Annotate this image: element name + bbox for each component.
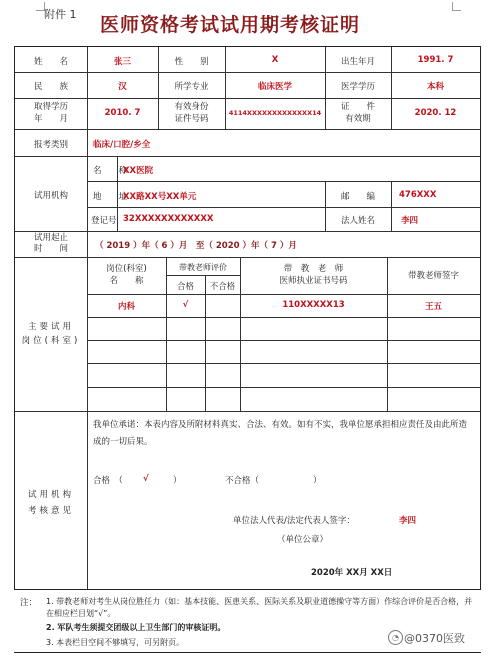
birth-label: 出生年月 xyxy=(340,57,375,67)
col-sign-header: 带教老师签字 xyxy=(407,271,459,281)
degree-value: 本科 xyxy=(426,82,444,92)
row-divider xyxy=(87,317,480,318)
watermark-text: @0370医致 xyxy=(404,632,465,645)
col-pass-header: 合格 xyxy=(176,282,194,292)
note-2: 2. 军队考生须提交团级以上卫生部门的审核证明。 xyxy=(46,623,226,632)
opinion-section-label: 试用机构 考核意见 xyxy=(27,490,74,516)
col-divider xyxy=(391,181,392,231)
row-divider xyxy=(87,294,480,295)
corner-mark-right xyxy=(452,2,461,11)
col-eval-header: 带教老师评价 xyxy=(179,263,227,272)
pass-close: ） xyxy=(173,476,182,486)
address-label: 地 址 xyxy=(93,192,128,202)
col-fail-header: 不合格 xyxy=(209,282,236,292)
row-divider xyxy=(15,156,480,157)
seal-label: （单位公章） xyxy=(277,535,329,545)
pass-checkmark: √ xyxy=(143,474,149,484)
row-pass-check: √ xyxy=(182,300,189,310)
institution-name-value: XX医院 xyxy=(123,166,154,176)
form-table xyxy=(14,46,481,590)
notes-prefix: 注： xyxy=(20,598,38,608)
signature-label: 单位法人代表/法定代表人签字： xyxy=(233,516,355,526)
signature-name: 李四 xyxy=(399,516,417,526)
category-label: 报考类别 xyxy=(33,140,68,150)
row-sign: 王五 xyxy=(424,302,442,312)
ethnicity-label: 民 族 xyxy=(33,82,68,92)
address-value: XX路XX号XX单元 xyxy=(123,192,197,202)
row-cert: 110XXXXX13 xyxy=(282,300,345,310)
note-1: 1. 带教老师对考生从岗位胜任力（如：基本技能、医患关系、医际关系及职业道德操守等方面）作综合评价是否合格，并在相应栏目划“√”。 xyxy=(46,597,473,618)
id-value: 4114XXXXXXXXXXXXX14 xyxy=(228,109,322,117)
graduation-value: 2010. 7 xyxy=(104,108,141,118)
row-divider xyxy=(87,181,480,182)
period-label: 试用起止 时 间 xyxy=(33,233,68,254)
institution-name-label: 名 称 xyxy=(93,166,128,176)
category-value: 临床/口腔/乡全 xyxy=(93,140,151,150)
row-divider xyxy=(166,275,240,276)
name-label: 姓 名 xyxy=(33,57,68,67)
fail-label: 不合格（ xyxy=(225,476,260,486)
fail-close: ） xyxy=(313,476,322,486)
row-divider xyxy=(87,207,480,208)
name-value: 张三 xyxy=(113,57,131,67)
degree-label: 医学学历 xyxy=(340,82,375,92)
row-divider xyxy=(15,231,480,232)
row-divider xyxy=(15,257,480,258)
validity-label: 证 件 有效期 xyxy=(340,102,375,124)
validity-value: 2020. 12 xyxy=(414,108,457,118)
row-divider xyxy=(87,363,480,364)
ethnicity-value: 汉 xyxy=(118,82,127,92)
graduation-label: 取得学历 年 月 xyxy=(33,102,68,124)
col-divider xyxy=(87,47,88,411)
gender-label: 性 别 xyxy=(174,57,209,67)
regno-value: 32XXXXXXXXXXXX xyxy=(123,214,214,224)
pass-label: 合格 （ xyxy=(93,476,123,486)
col-position-header: 岗位(科室) 名 称 xyxy=(106,264,147,286)
row-divider xyxy=(87,387,480,388)
date-value: 2020年 XX月 XX日 xyxy=(311,568,393,578)
row-divider xyxy=(15,411,480,412)
major-value: 临床医学 xyxy=(257,82,292,92)
document-title: 医师资格考试试用期考核证明 xyxy=(100,14,361,36)
row-divider xyxy=(15,98,480,99)
institution-section-label: 试用机构 xyxy=(33,191,68,201)
position-section-label: 主要试用 岗位(科室) xyxy=(21,322,81,346)
regno-label: 登记号 xyxy=(91,216,117,226)
row-divider xyxy=(15,72,480,73)
gender-value: X xyxy=(271,55,279,65)
postcode-label: 邮 编 xyxy=(340,192,375,202)
attachment-label: 附件 1 xyxy=(44,8,77,21)
col-divider xyxy=(205,275,206,411)
legal-rep-value: 李四 xyxy=(401,216,419,226)
period-value: （ 2019 ）年（ 6 ）月 至（ 2020 ）年（ 7 ）月 xyxy=(95,241,297,251)
birth-value: 1991. 7 xyxy=(417,55,454,65)
note-3: 3. 本表栏目空间不够填写，可另附页。 xyxy=(46,638,185,647)
promise-text: 我单位承诺：本表内容及所附材料真实、合法、有效。如有不实，我单位愿承担相应责任及由此所造成的一切后果。 xyxy=(93,420,468,447)
col-divider xyxy=(87,411,88,589)
major-label: 所学专业 xyxy=(174,82,209,92)
wechat-icon: ◔ xyxy=(388,630,403,645)
row-divider xyxy=(87,340,480,341)
id-label: 有效身份 证件号码 xyxy=(174,102,209,124)
legal-rep-label: 法人姓名 xyxy=(340,216,375,226)
row-position: 内科 xyxy=(117,302,135,312)
col-cert-header: 带 教 老 师 医师执业证书号码 xyxy=(279,264,348,286)
row-divider xyxy=(15,129,480,130)
postcode-value: 476XXX xyxy=(399,190,437,200)
